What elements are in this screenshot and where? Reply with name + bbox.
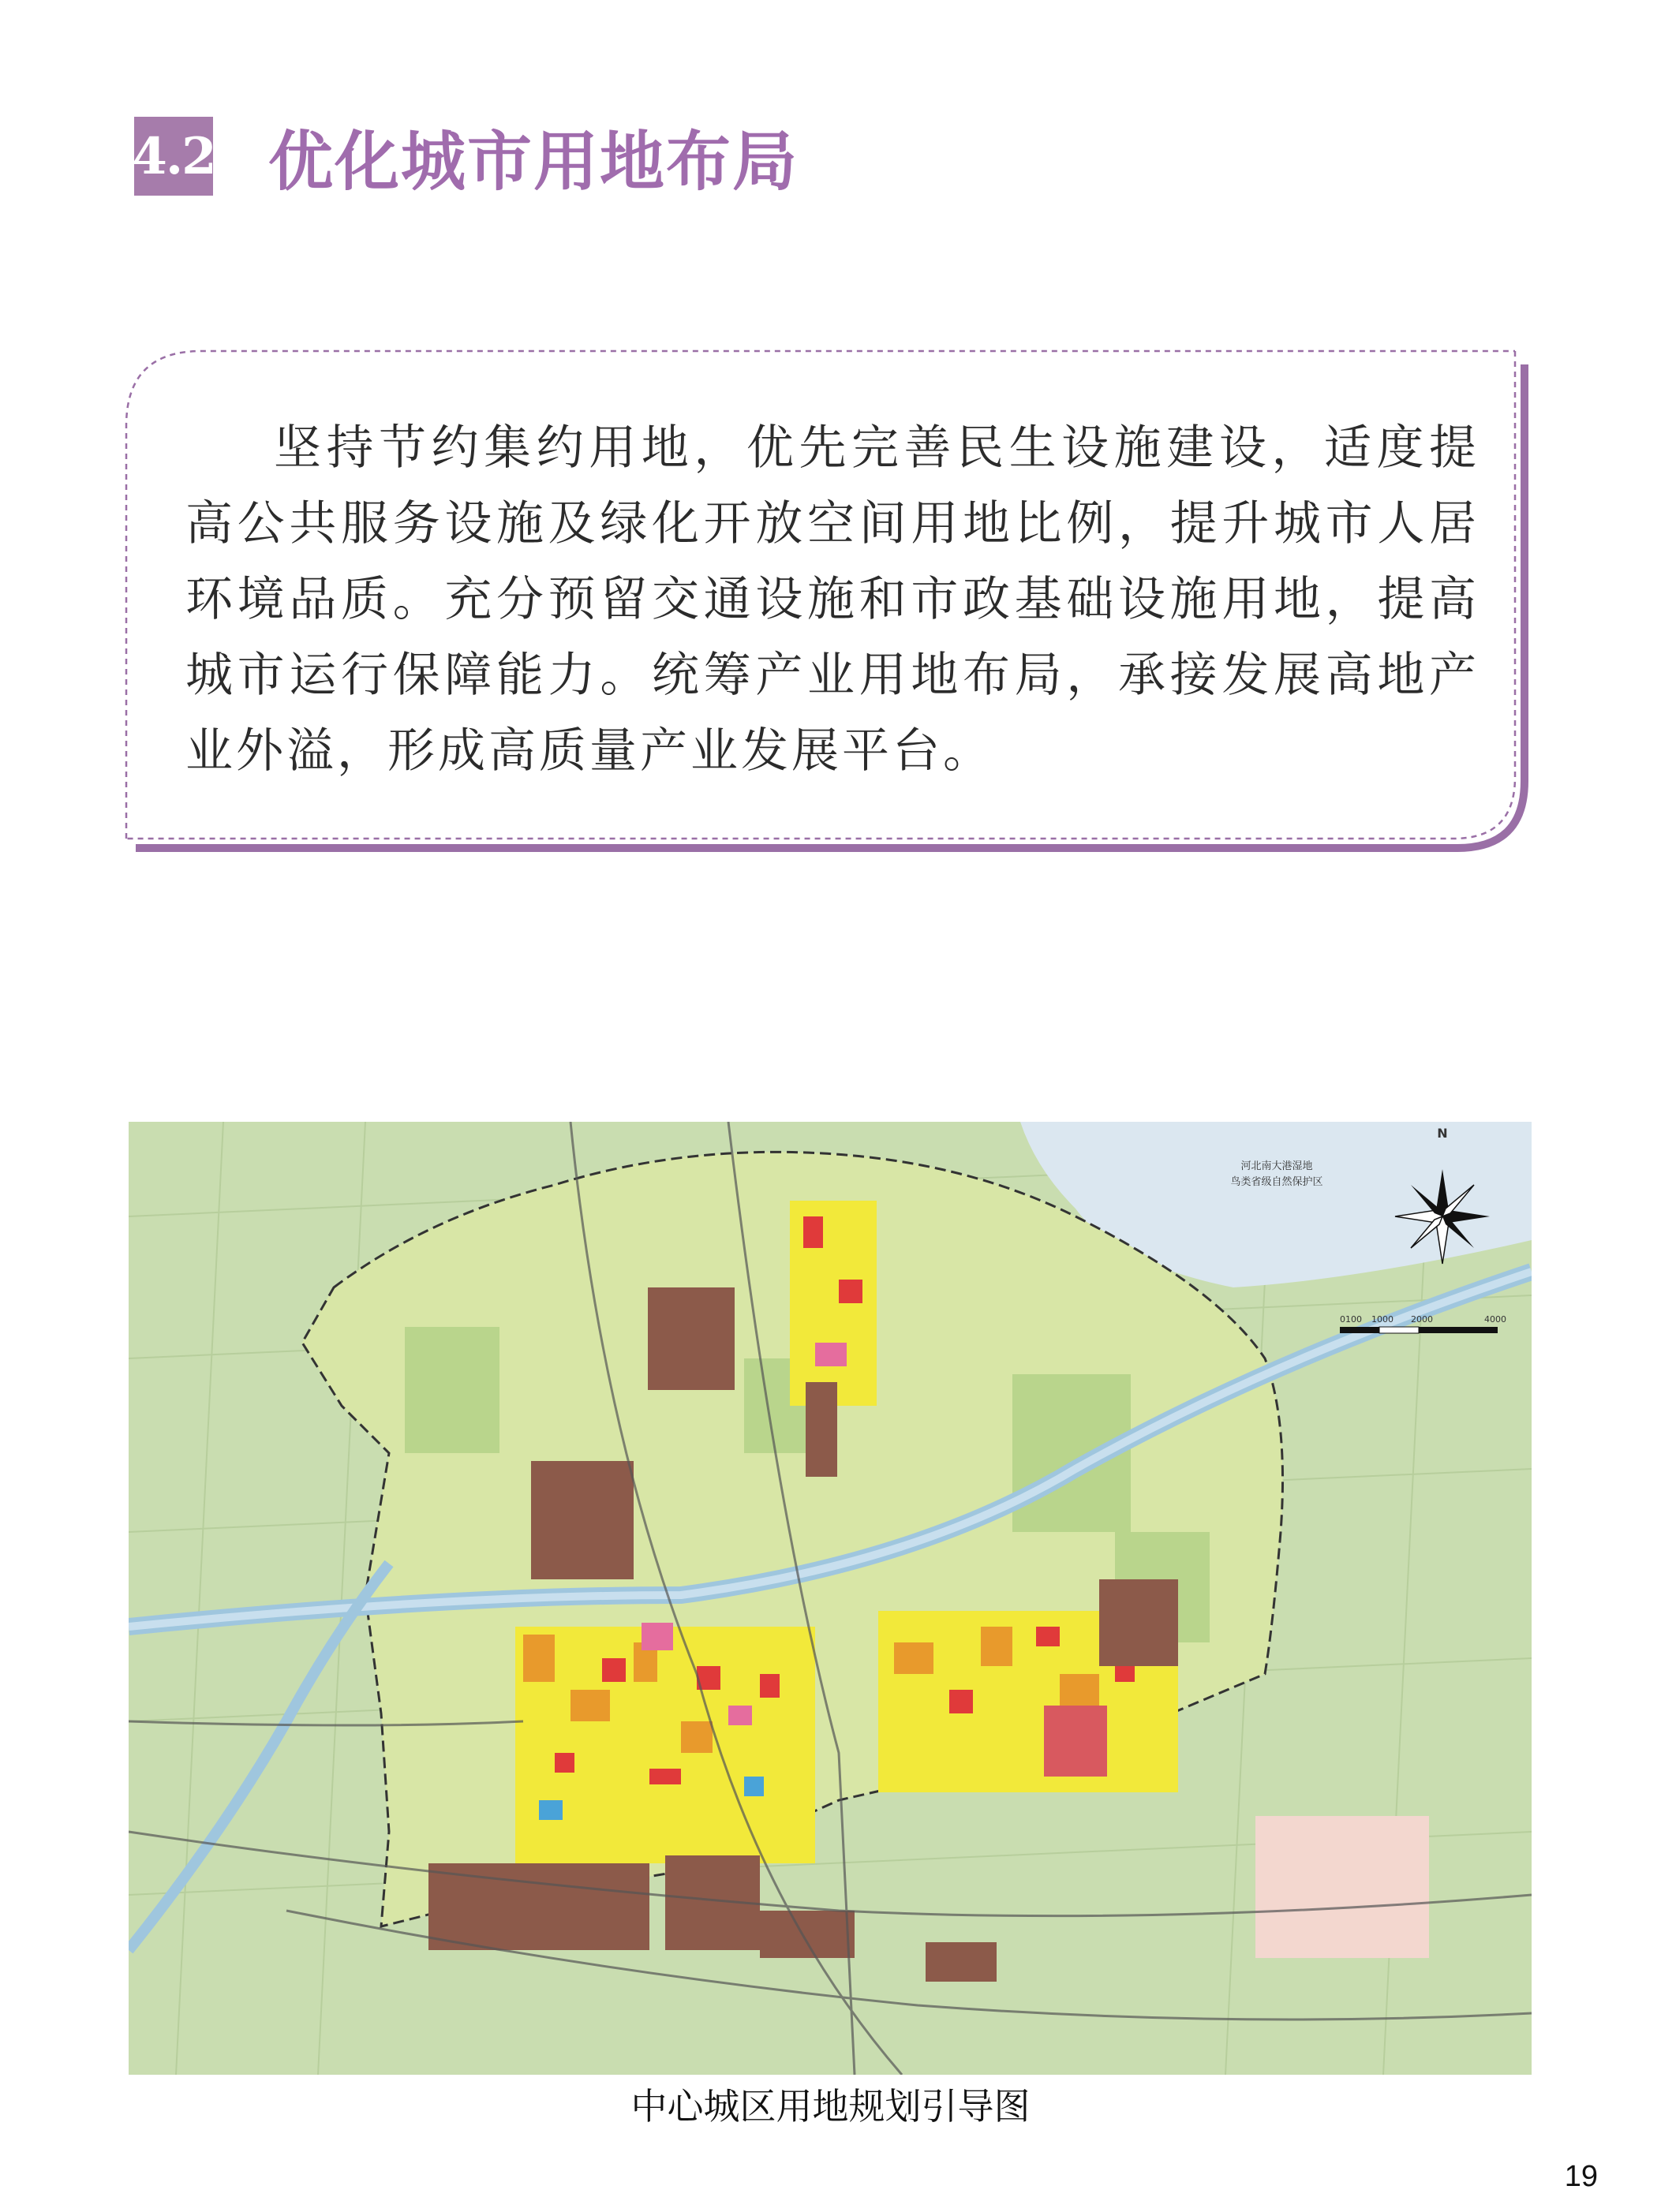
section-number-badge: 4.2 (134, 117, 213, 196)
map-caption: 中心城区用地规划引导图 (630, 2085, 1031, 2128)
land-use-map-graphic (129, 1122, 1532, 2075)
intro-box (185, 410, 1480, 789)
section-title: 优化城市用地布局 (268, 124, 799, 200)
scale-tick: 0100 (1340, 1314, 1362, 1325)
scale-tick: 1000 (1371, 1314, 1394, 1325)
scale-tick: 4000 (1484, 1314, 1506, 1325)
intro-paragraph: 坚持节约集约用地，优先完善民生设施建设，适度提高公共服务设施及绿化开放空间用地比例，提升城市人居环境品质。充分预留交通设施和市政基础设施用地，提高城市运行保障能力。统筹产业用地布局，承接发展高地产业外溢，形成高质量产业发展平台。 (185, 420, 1480, 779)
scale-tick: 2000 (1411, 1314, 1433, 1325)
north-label: N (1437, 1126, 1448, 1141)
reserve-label-line2: 鸟类省级自然保护区 (1230, 1176, 1323, 1188)
land-use-map (129, 1122, 1532, 2075)
reserve-label-line1: 河北南大港湿地 (1240, 1160, 1313, 1172)
page-number: 19 (1564, 2160, 1598, 2193)
